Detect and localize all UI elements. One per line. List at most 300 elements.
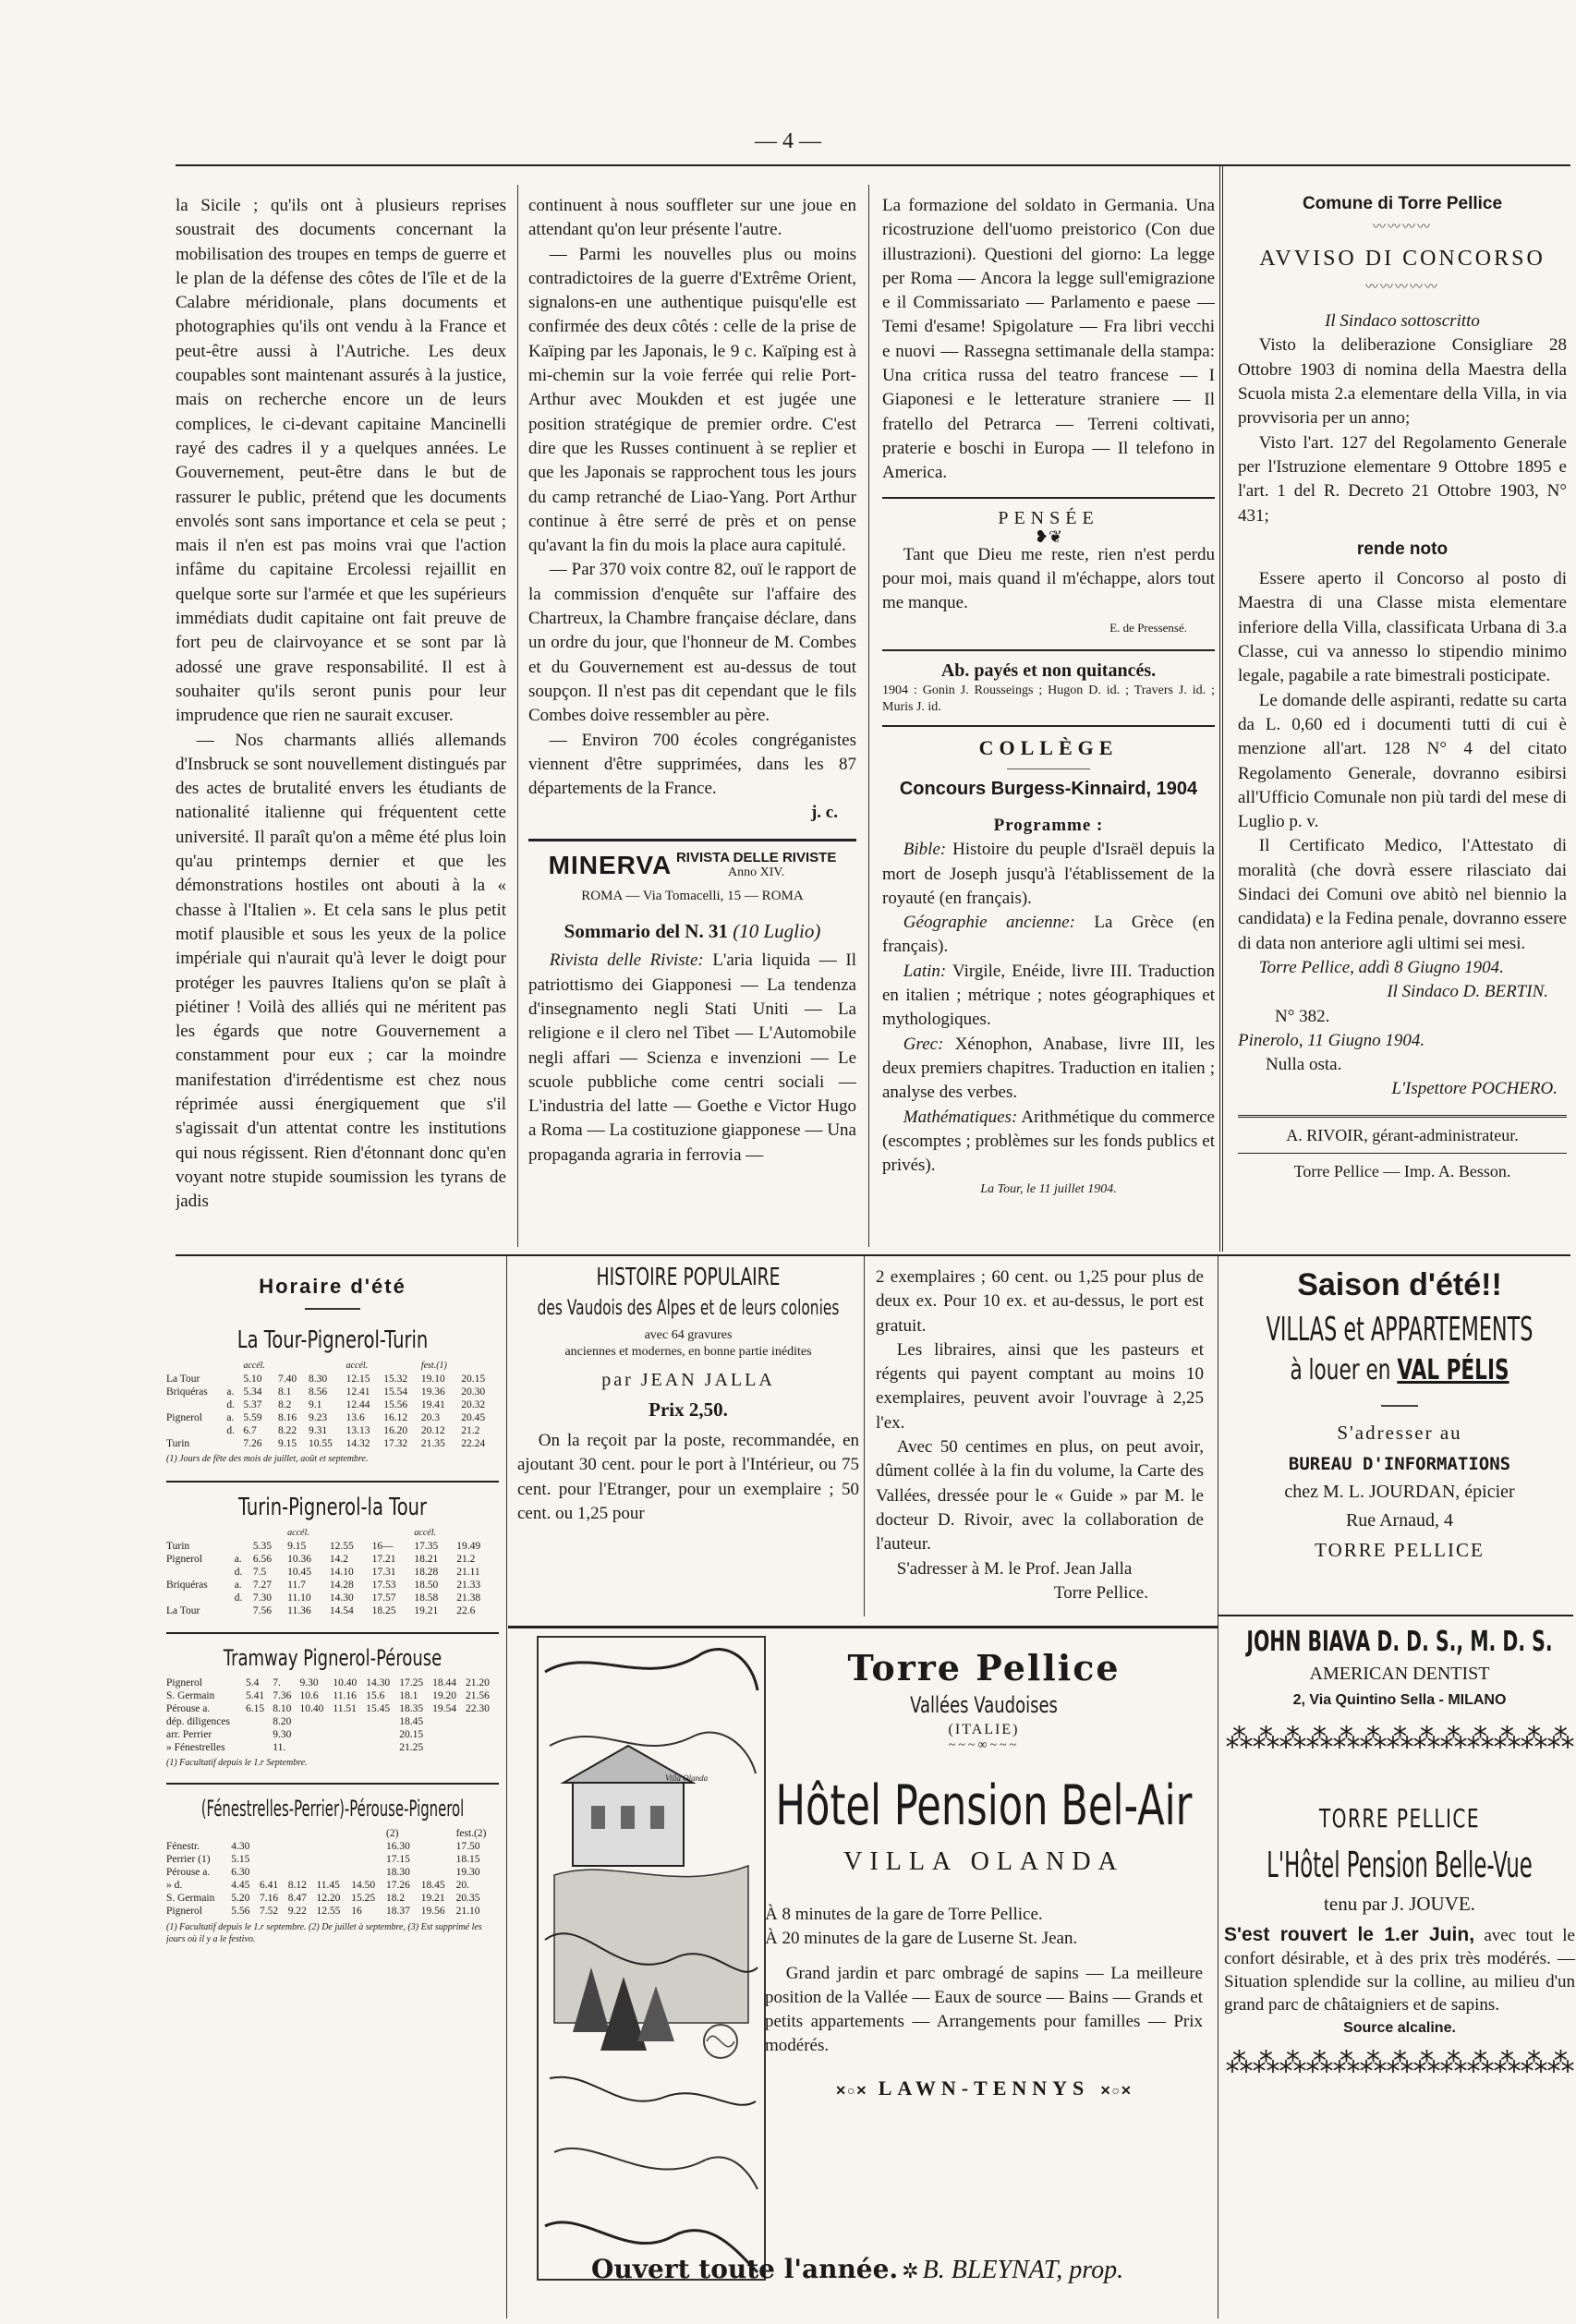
- programme-item: [882, 838, 1215, 911]
- timetable-header-cell: [166, 1360, 226, 1373]
- programme-text: Virgile, Enéide, livre III. Traduction en italien ; métrique ; notes géographiques et mythologiques.: [882, 961, 1215, 1030]
- gerant: A. RIVOIR, gérant-administrateur.: [1286, 1125, 1519, 1144]
- sommario-text: L'aria liquida — Il patriottismo dei Giapponesi — La tendenza d'insegnamento negli Stati Uniti — La religione e il clero nel Tibet — L'Automobile negli affari — Scienza e invenzioni — Le scuole pubbliche come centri sociali — L'industria del latte — Goethe e Victor Hugo a Roma — La costituzione giapponese — Una propaganda agraria in ferrovia —: [528, 950, 856, 1165]
- timetable-cell: [316, 1827, 351, 1840]
- timetable-cell: [166, 1566, 235, 1579]
- timetable-cell: 17.26: [386, 1880, 410, 1891]
- timetable-cell: 7.16: [259, 1893, 279, 1904]
- timetable-cell: 5.10: [243, 1374, 262, 1385]
- timetable-header-cell: accél.: [243, 1361, 265, 1371]
- timetable-cell: 9.30: [273, 1729, 292, 1740]
- timetable-cell: 7.30: [252, 1592, 273, 1604]
- timetable-header-cell: accél.: [287, 1528, 309, 1538]
- minerva-address: ROMA — Via Tomacelli, 15 — ROMA: [581, 888, 804, 903]
- timetable-cell: 18.15: [455, 1854, 480, 1865]
- timetable-cell: 19.20: [432, 1690, 456, 1701]
- minerva-title: MINERVA: [548, 850, 673, 879]
- pensee-text: Tant que Dieu me reste, rien n'est perdu pour moi, mais quand il m'échappe, alors tout me manque.: [882, 544, 1215, 613]
- timetable-cell: 8.22: [277, 1425, 297, 1436]
- bellevue-section: [1224, 1803, 1575, 2077]
- timetable-cell: [366, 1741, 399, 1754]
- timetable-cell: 5.56: [231, 1906, 250, 1917]
- timetable-row: [166, 1592, 499, 1604]
- timetable-cell: Pignerol: [166, 1677, 202, 1689]
- ispettore: L'Ispettore POCHERO.: [1391, 1079, 1558, 1099]
- timetable-row: [166, 1866, 499, 1879]
- timetable-cell: [246, 1715, 273, 1728]
- saison-ville: TORRE PELLICE: [1315, 1539, 1485, 1561]
- timetable-cell: 12.55: [329, 1541, 354, 1552]
- timetable-cell: 18.44: [432, 1677, 456, 1689]
- hotel-line1: À 8 minutes de la gare de Torre Pellice.: [765, 1905, 1043, 1924]
- timetable-row: [166, 1579, 499, 1592]
- histoire-title1: HISTOIRE POPULAIRE: [596, 1265, 781, 1291]
- timetable-4: [166, 1827, 499, 1918]
- timetable-row: [166, 1905, 499, 1918]
- visto-1: Visto la deliberazione Consigliare 28 Ottobre 1903 di nomina della Maestra della Scuola mista 2.a elementare della Villa, in via provvisoria per un anno;: [1238, 335, 1567, 429]
- column-divider-2: [868, 185, 869, 1247]
- timetable-row: [166, 1604, 499, 1617]
- timetable-cell: 22.6: [456, 1605, 476, 1616]
- timetable-cell: [432, 1741, 466, 1754]
- saison-louer-line: [1233, 1354, 1566, 1386]
- timetable-cell: 21.35: [420, 1438, 445, 1449]
- timetable-cell: Perrier (1): [166, 1854, 211, 1865]
- timetable-cell: 8.10: [273, 1703, 292, 1714]
- timetable-cell: 11.45: [316, 1880, 340, 1891]
- timetable-cell: [166, 1827, 231, 1840]
- timetable-row: [166, 1728, 499, 1741]
- timetable-cell: 14.30: [329, 1592, 354, 1604]
- timetable-header-cell: [372, 1527, 415, 1540]
- timetable-cell: 7.: [273, 1677, 281, 1689]
- histoire-text: On la reçoit par la poste, recommandée, en ajoutant 30 cent. pour le port à l'Intérieur, ou 75 cent. pour l'Etranger, pour un exemplaire ; 50 cent. ou 1,25 pour: [517, 1431, 859, 1524]
- timetable-header-cell: [309, 1360, 346, 1373]
- hotel-vallees: Vallées Vaudoises: [910, 1692, 1058, 1718]
- hotel-town: Torre Pellice: [847, 1647, 1121, 1689]
- hotel-ad: [758, 1640, 1210, 2305]
- timetable-cell: [316, 1866, 351, 1879]
- timetable-cell: 10.55: [308, 1438, 333, 1449]
- timetable-cell: [316, 1840, 351, 1853]
- top-rule: [176, 164, 1570, 166]
- saison-adresser: S'adresser au: [1337, 1422, 1462, 1444]
- page-number: — 4 —: [755, 129, 821, 153]
- horaire-section: [166, 1265, 499, 2318]
- timetable-cell: 21.11: [456, 1567, 480, 1578]
- t3-rule: [166, 1632, 499, 1634]
- timetable-cell: 20.35: [455, 1893, 480, 1904]
- timetable-cell: 16—: [371, 1541, 394, 1552]
- timetable-cell: 20.: [455, 1880, 469, 1891]
- gerant-rule: [1238, 1115, 1567, 1118]
- programme-item: [882, 911, 1215, 960]
- college-rule: [882, 725, 1215, 727]
- hotel-tennis: LAWN-TENNYS: [878, 2076, 1090, 2100]
- timetable-cell: 18.1: [399, 1690, 418, 1701]
- timetable-header-cell: accél.: [346, 1361, 369, 1371]
- timetable-cell: 12.44: [346, 1399, 370, 1410]
- timetable-cell: Pérouse a.: [166, 1867, 211, 1878]
- bellevue-body: [1224, 1923, 1575, 2016]
- timetable-row: [166, 1424, 499, 1437]
- saison-louer: à louer en: [1290, 1354, 1391, 1386]
- column-1: [176, 194, 506, 1238]
- pensee-rule: [882, 497, 1215, 499]
- timetable-cell: 10.36: [287, 1554, 311, 1565]
- timetable-cell: [235, 1604, 253, 1617]
- timetable-cell: [288, 1853, 317, 1866]
- timetable-cell: 14.10: [329, 1567, 354, 1578]
- timetable-header-cell: [253, 1527, 287, 1540]
- programme-text: Arithmétique du commerce (escomptes ; problèmes sur les fonds publics et privés).: [882, 1107, 1215, 1176]
- col2-paragraph-2: — Parmi les nouvelles plus ou moins contradictoires de la guerre d'Extrême Orient, signalons-en une authentique puisqu'elle est confirmée des deux côtés : celle de la prise de Kaïping par les Japonais, le 9 c. Kaïping est à mi-chemin sur la voie ferrée qui relie Port-Arthur avec Moukden et est jugée une position stratégique de premier ordre. C'est dire que les Russes continuent à se replier et que les Japonais se rapprochent tous les jours du camp retranché de Liao-Yang. Port Arthur continue à être serré de près et on pense qu'avant la fin du mois la place aura capitulé.: [528, 244, 856, 556]
- timetable-row: [166, 1689, 499, 1702]
- timetable-cell: 21.2: [461, 1425, 480, 1436]
- timetable-cell: 9.30: [299, 1677, 319, 1689]
- timetable-cell: 8.56: [308, 1386, 328, 1398]
- timetable-row: [166, 1741, 499, 1754]
- saison-rule: [1381, 1405, 1418, 1407]
- concours-title: Concours Burgess-Kinnaird, 1904: [899, 778, 1198, 799]
- timetable-cell: 20.45: [461, 1412, 486, 1423]
- concorso-p2: Le domande delle aspiranti, redatte su carta da L. 0,60 ed i documenti tutti di cui è menzione all'art. 128 N° 4 del citato Regolamento Generale, dovranno esibirsi all'Ufficio Comunale non più tardi del mese di Luglio p. v.: [1238, 690, 1567, 832]
- ads-divider-2: [864, 1256, 865, 1616]
- histoire-cont5: Torre Pellice.: [1053, 1582, 1148, 1603]
- timetable-cell: 14.2: [329, 1554, 349, 1565]
- timetable-cell: [299, 1728, 333, 1741]
- timetable-cell: [466, 1715, 499, 1728]
- saison-villas: VILLAS et APPARTEMENTS: [1266, 1311, 1534, 1349]
- timetable-cell: 8.20: [273, 1716, 292, 1727]
- histoire-title2: des Vaudois des Alpes et de leurs colonies: [537, 1297, 840, 1321]
- timetable-cell: 21.20: [466, 1677, 490, 1689]
- pensee-title: PENSÉE: [998, 507, 1099, 528]
- timetable-cell: Pignerol: [166, 1412, 202, 1423]
- timetable-header-cell: [278, 1360, 309, 1373]
- timetable-cell: 18.21: [414, 1554, 439, 1565]
- col2-signature: j. c.: [810, 803, 838, 823]
- histoire-author: par JEAN JALLA: [601, 1369, 775, 1390]
- biava-section: [1224, 1626, 1575, 1753]
- t3-title: Tramway Pignerol-Pérouse: [223, 1645, 442, 1671]
- timetable-cell: [166, 1592, 235, 1604]
- timetable-cell: 17.25: [399, 1677, 424, 1689]
- hotel-footer: [591, 2254, 1219, 2285]
- timetable-cell: S. Germain: [166, 1893, 215, 1904]
- timetable-row: [166, 1437, 499, 1450]
- programme-text: Histoire du peuple d'Israël depuis la mort de Joseph jusqu'à l'établissement de la royauté (en français).: [882, 840, 1215, 908]
- timetable-cell: 17.35: [414, 1541, 439, 1552]
- ab-rule: [882, 649, 1215, 651]
- timetable-cell: 19.36: [420, 1386, 445, 1398]
- imprimerie: Torre Pellice — Imp. A. Besson.: [1293, 1161, 1511, 1180]
- timetable-row: [166, 1566, 499, 1579]
- timetable-cell: [235, 1540, 253, 1553]
- timetable-cell: d.: [226, 1425, 236, 1436]
- timetable-cell: 18.45: [399, 1716, 424, 1727]
- timetable-cell: 6.7: [243, 1425, 257, 1436]
- numero: N° 382.: [1275, 1006, 1330, 1026]
- timetable-cell: 15.54: [383, 1386, 408, 1398]
- timetable-cell: 8.12: [287, 1880, 307, 1891]
- col2-paragraph-4: — Environ 700 écoles congréganistes viennent d'être supprimées, dans les 87 départements de la France.: [528, 730, 856, 799]
- timetable-cell: 15.56: [383, 1399, 408, 1410]
- timetable-cell: [333, 1728, 366, 1741]
- timetable-cell: [260, 1827, 288, 1840]
- col1-paragraph-2: — Nos charmants alliés allemands d'Insbruck se sont nouvellement distingués par des actes de brutalité envers les étudiants de nationalité italienne qui fréquentent cette université. Il paraît qu'on a même été plus loin qu'au printemps dernier et que les démonstrations hostiles ont abouti à la « chasse à l'Italien ». Et cela sans le plus petit motif plausible et sous les yeux de la police impériale qui n'aurait qu'à lever le doigt pour protéger les pauvres Italiens qu'on se plaît à piétiner ! Voilà des alliés qui ne méritent pas les égards que notre Gouvernement a constamment pour eux ; car la moindre manifestation d'irrédentisme est chez nous réprimée aussi énergiquement que s'il s'agissait d'un attentat contre les institutions qui nous régissent. Rien d'étonnant donc qu'en voyant notre stupide soumission les tyrans de jadis: [176, 730, 506, 1212]
- timetable-cell: 19.30: [455, 1867, 480, 1878]
- timetable-cell: 7.27: [252, 1580, 273, 1591]
- bellevue-town: TORRE PELLICE: [1318, 1803, 1481, 1834]
- timetable-cell: 9.23: [308, 1412, 328, 1423]
- histoire-continued: [876, 1265, 1204, 1630]
- timetable-cell: [260, 1866, 288, 1879]
- timetable-cell: [466, 1741, 499, 1754]
- timetable-cell: 13.6: [346, 1412, 365, 1423]
- timetable-cell: 7.36: [273, 1690, 292, 1701]
- histoire-cont1: 2 exemplaires ; 60 cent. ou 1,25 pour plus de deux ex. Pour 10 ex. et au-dessus, le port est gratuit.: [876, 1267, 1204, 1336]
- saison-rue: Rue Arnaud, 4: [1345, 1510, 1454, 1531]
- timetable-cell: 9.1: [308, 1399, 322, 1410]
- timetable-cell: 10.45: [287, 1567, 311, 1578]
- t1-title: La Tour-Pignerol-Turin: [236, 1326, 429, 1354]
- ornament-row-icon: ⁂⁂⁂⁂⁂⁂⁂⁂⁂⁂⁂⁂⁂: [1225, 2050, 1574, 2077]
- timetable-cell: 5.15: [231, 1854, 250, 1865]
- histoire-sub2: anciennes et modernes, en bonne partie inédites: [564, 1344, 812, 1359]
- timetable-cell: [351, 1853, 386, 1866]
- timetable-cell: 5.4: [246, 1677, 260, 1689]
- timetable-cell: 5.59: [243, 1412, 262, 1423]
- timetable-cell: Briquéras: [166, 1386, 208, 1398]
- hotel-italie: (ITALIE): [948, 1722, 1020, 1737]
- timetable-row: [166, 1373, 499, 1386]
- timetable-cell: Pignerol: [166, 1906, 202, 1917]
- timetable-cell: 11.16: [333, 1690, 357, 1701]
- timetable-cell: 14.28: [329, 1580, 354, 1591]
- timetable-cell: 11.: [273, 1742, 286, 1753]
- histoire-sub1: avec 64 gravures: [644, 1327, 733, 1342]
- timetable-header-cell: [226, 1360, 243, 1373]
- timetable-row: [166, 1853, 499, 1866]
- timetable-cell: 21.38: [456, 1592, 481, 1604]
- biava-address: 2, Via Quintino Sella - MILANO: [1292, 1692, 1507, 1708]
- tilde-ornament: 〰〰〰〰〰: [1365, 280, 1439, 295]
- programme-item: [882, 1106, 1215, 1179]
- timetable-cell: [466, 1728, 499, 1741]
- timetable-header-cell: [383, 1360, 421, 1373]
- t2-rule: [166, 1481, 499, 1483]
- timetable-cell: [299, 1741, 333, 1754]
- ab-text: 1904 : Gonin J. Rousseings ; Hugon D. id. ; Travers J. id. ; Muris J. id.: [882, 684, 1215, 715]
- timetable-cell: fest.(2): [455, 1828, 487, 1839]
- timetable-cell: 20.15: [461, 1374, 486, 1385]
- timetable-cell: 6.15: [246, 1703, 265, 1714]
- timetable-cell: 17.53: [371, 1580, 396, 1591]
- saison-bureau: BUREAU D'INFORMATIONS: [1288, 1454, 1511, 1474]
- t4-rule: [166, 1783, 499, 1785]
- ornament-icon: ✕○✕: [835, 2085, 868, 2099]
- timetable-cell: 15.45: [366, 1703, 391, 1714]
- timetable-cell: 17.32: [383, 1438, 408, 1449]
- timetable-cell: 12.41: [346, 1386, 370, 1398]
- histoire-cont3: Avec 50 centimes en plus, on peut avoir, dûment collée à la fin du volume, la Carte des Vallées, dressée pour le « Guide » par M. le docteur D. Rivoir, avec la collaboration de l'auteur.: [876, 1437, 1204, 1555]
- timetable-cell: 19.41: [420, 1399, 445, 1410]
- timetable-cell: [226, 1373, 243, 1386]
- timetable-cell: 13.13: [346, 1425, 370, 1436]
- timetable-cell: 7.56: [252, 1605, 273, 1616]
- timetable-row: [166, 1702, 499, 1715]
- tilde-ornament: 〰〰〰〰: [1373, 221, 1432, 236]
- timetable-cell: La Tour: [166, 1374, 200, 1385]
- saison-val: VAL PÉLIS: [1397, 1354, 1509, 1386]
- timetable-cell: 18.37: [386, 1906, 410, 1917]
- timetable-cell: Pignerol: [166, 1554, 202, 1565]
- timetable-cell: 5.37: [243, 1399, 262, 1410]
- timetable-cell: a.: [226, 1412, 235, 1423]
- programme-label: Bible:: [903, 840, 947, 860]
- programme-item: [882, 960, 1215, 1033]
- sindaco-sottoscritto: Il Sindaco sottoscritto: [1325, 311, 1480, 332]
- timetable-cell: 7.52: [259, 1906, 279, 1917]
- timetable-cell: [366, 1715, 399, 1728]
- timetable-cell: 5.35: [252, 1541, 273, 1552]
- date-2: Pinerolo, 11 Giugno 1904.: [1238, 1030, 1425, 1050]
- timetable-cell: 14.50: [351, 1880, 376, 1891]
- concorso-p1: Essere aperto il Concorso al posto di Maestra di una Classe mista elementare inferiore della Villa, classificata Urbana di 3.a Classe, cui va annesso lo stipendio minimo legale, pagabile a rate bimestrali posticipate.: [1238, 569, 1567, 686]
- sommario-continued: La formazione del soldato in Germania. Una ricostruzione dell'uomo preistorico (Con due illustrazioni). Questioni del giorno: La legge per Roma — Ancora la legge sull'emigrazione e il Commissariato — Parlamento e paese — Temi d'esame! Spigolature — Fra libri vecchi e nuovi — Rassegna settimanale della stampa: Una critica russa del teatro francese — I Giaponesi e le letterature straniere — Il fratello del Petrarca — Terreni coltivati, praterie e boschi in Europa — Il telefono in America.: [882, 196, 1215, 483]
- timetable-cell: 20.3: [420, 1412, 440, 1423]
- timetable-cell: 9.31: [308, 1425, 328, 1436]
- t3-note: (1) Facultatif depuis le 1.r Septembre.: [166, 1758, 308, 1768]
- timetable-header-cell: accél.: [414, 1528, 437, 1538]
- horaire-rule: [305, 1308, 360, 1310]
- timetable-cell: 19.49: [456, 1541, 481, 1552]
- column-4: [1238, 192, 1567, 1254]
- timetable-row: [166, 1540, 499, 1553]
- date-1: Torre Pellice, addì 8 Giugno 1904.: [1258, 957, 1504, 977]
- minerva-rule: [528, 839, 856, 841]
- saison-section: [1224, 1265, 1575, 1616]
- hotel-tennis-line: [758, 2076, 1210, 2100]
- column-divider-1: [517, 185, 518, 1247]
- timetable-cell: 18.45: [420, 1880, 445, 1891]
- timetable-cell: 19.54: [432, 1703, 456, 1714]
- timetable-cell: 18.58: [414, 1592, 439, 1604]
- timetable-cell: 19.21: [420, 1893, 445, 1904]
- hotel-name: Hôtel Pension Bel-Air: [775, 1773, 1193, 1838]
- hotel-line2: À 20 minutes de la gare de Luserne St. Jean.: [765, 1929, 1078, 1948]
- hotel-ornament: ~~~∞~~~: [948, 1738, 1020, 1752]
- timetable-cell: 8.30: [308, 1374, 328, 1385]
- hotel-prop: B. BLEYNAT, prop.: [922, 2256, 1124, 2284]
- timetable-cell: [333, 1715, 366, 1728]
- imp-rule: [1238, 1153, 1567, 1154]
- saison-title: Saison d'été!!: [1297, 1267, 1502, 1302]
- timetable-cell: [231, 1827, 260, 1840]
- comune-title: Comune di Torre Pellice: [1302, 194, 1503, 213]
- minerva-sub1: RIVISTA DELLE RIVISTE: [675, 849, 837, 865]
- hotel-ouvert: Ouvert toute l'année.: [591, 2254, 899, 2284]
- t1-note: (1) Jours de fête des mois de juillet, août et septembre.: [166, 1454, 369, 1464]
- timetable-cell: 11.7: [287, 1580, 306, 1591]
- visto-2: Visto l'art. 127 del Regolamento Generale per l'Istruzione elementare 9 Ottobre 1895 e l'art. 1 del R. Decreto 21 Ottobre 1903, N° 431;: [1238, 432, 1567, 526]
- timetable-cell: 11.10: [287, 1592, 311, 1604]
- timetable-cell: [421, 1827, 456, 1840]
- timetable-cell: 14.30: [366, 1677, 391, 1689]
- timetable-cell: [288, 1866, 317, 1879]
- timetable-cell: [421, 1853, 456, 1866]
- timetable-header: [166, 1360, 499, 1373]
- illustration-caption: Villa Olanda: [665, 1773, 709, 1783]
- minerva-sub2: Anno XIV.: [728, 865, 785, 879]
- timetable-cell: d.: [226, 1399, 236, 1410]
- sommario-date: (10 Luglio): [733, 920, 821, 943]
- programme-title: Programme :: [993, 815, 1104, 835]
- timetable-cell: [351, 1840, 386, 1853]
- nulla-osta: Nulla osta.: [1266, 1055, 1342, 1075]
- timetable-cell: a.: [234, 1554, 242, 1565]
- timetable-cell: 17.57: [371, 1592, 396, 1604]
- timetable-cell: 18.35: [399, 1703, 424, 1714]
- avviso-title: AVVISO DI CONCORSO: [1259, 246, 1546, 271]
- timetable-cell: [166, 1424, 226, 1437]
- biava-name: JOHN BIAVA D. D. S., M. D. S.: [1246, 1626, 1553, 1658]
- timetable-row: [166, 1827, 499, 1840]
- timetable-cell: 20.15: [399, 1729, 424, 1740]
- timetable-cell: [260, 1840, 288, 1853]
- histoire-cont2: Les libraires, ainsi que les pasteurs et régents qui payent comptant au moins 10 exemplaires, peuvent avoir l'ouvrage à 2,25 l'ex.: [876, 1339, 1204, 1433]
- histoire-prix: Prix 2,50.: [649, 1398, 728, 1421]
- timetable-cell: a.: [226, 1386, 235, 1398]
- timetable-cell: » d.: [166, 1880, 183, 1891]
- timetable-cell: 18.50: [414, 1580, 439, 1591]
- timetable-cell: [166, 1398, 226, 1411]
- hotel-villa: VILLA OLANDA: [843, 1847, 1124, 1876]
- college-title: COLLÈGE: [978, 736, 1119, 760]
- timetable-cell: 16: [351, 1906, 362, 1917]
- timetable-cell: 18.30: [386, 1867, 410, 1878]
- timetable-header-cell: [456, 1527, 499, 1540]
- timetable-cell: 18.2: [386, 1893, 406, 1904]
- bellevue-text: avec tout le confort désirable, et à des prix très modérés. — Situation splendide sur la colline, au milieu d'un grand parc de châtaigniers et de sapins.: [1224, 1926, 1575, 2015]
- ab-title: Ab. payés et non quitancés.: [940, 660, 1157, 682]
- timetable-cell: [288, 1840, 317, 1853]
- timetable-cell: (2): [386, 1828, 399, 1839]
- pensee-author: E. de Pressensé.: [1109, 620, 1187, 635]
- timetable-cell: 19.10: [420, 1374, 445, 1385]
- timetable-cell: [351, 1827, 386, 1840]
- timetable-cell: 19.56: [420, 1906, 445, 1917]
- biava-title: AMERICAN DENTIST: [1309, 1664, 1490, 1684]
- timetable-row: [166, 1892, 499, 1905]
- timetable-cell: 14.54: [329, 1605, 354, 1616]
- timetable-cell: 10.40: [333, 1677, 358, 1689]
- ads-divider-1: [506, 1256, 507, 2318]
- star-icon: ✲: [902, 2259, 919, 2282]
- timetable-cell: 16.30: [386, 1841, 410, 1852]
- timetable-cell: arr. Perrier: [166, 1729, 212, 1740]
- timetable-header-cell: [235, 1527, 253, 1540]
- timetable-cell: Turin: [166, 1438, 190, 1449]
- timetable-cell: 15.25: [351, 1893, 376, 1904]
- timetable-cell: 21.33: [456, 1580, 481, 1591]
- col2-paragraph-3: — Par 370 voix contre 82, ouï le rapport de la commission d'enquête sur l'affaire des Chartreux, la Chambre française déclare, dans un ordre du jour, que l'honneur de M. Combes et du Gouvernement est au-dessus de tout soupçon. Il n'est pas dit cependant que le fils Combes doive ressembler au père.: [528, 560, 856, 726]
- col2-paragraph-1: continuent à nous souffleter sur une joue en attendant qu'on leur présente l'autre.: [528, 196, 856, 240]
- timetable-cell: 16.20: [383, 1425, 408, 1436]
- horaire-title: Horaire d'été: [259, 1275, 406, 1298]
- timetable-cell: 8.1: [277, 1386, 292, 1398]
